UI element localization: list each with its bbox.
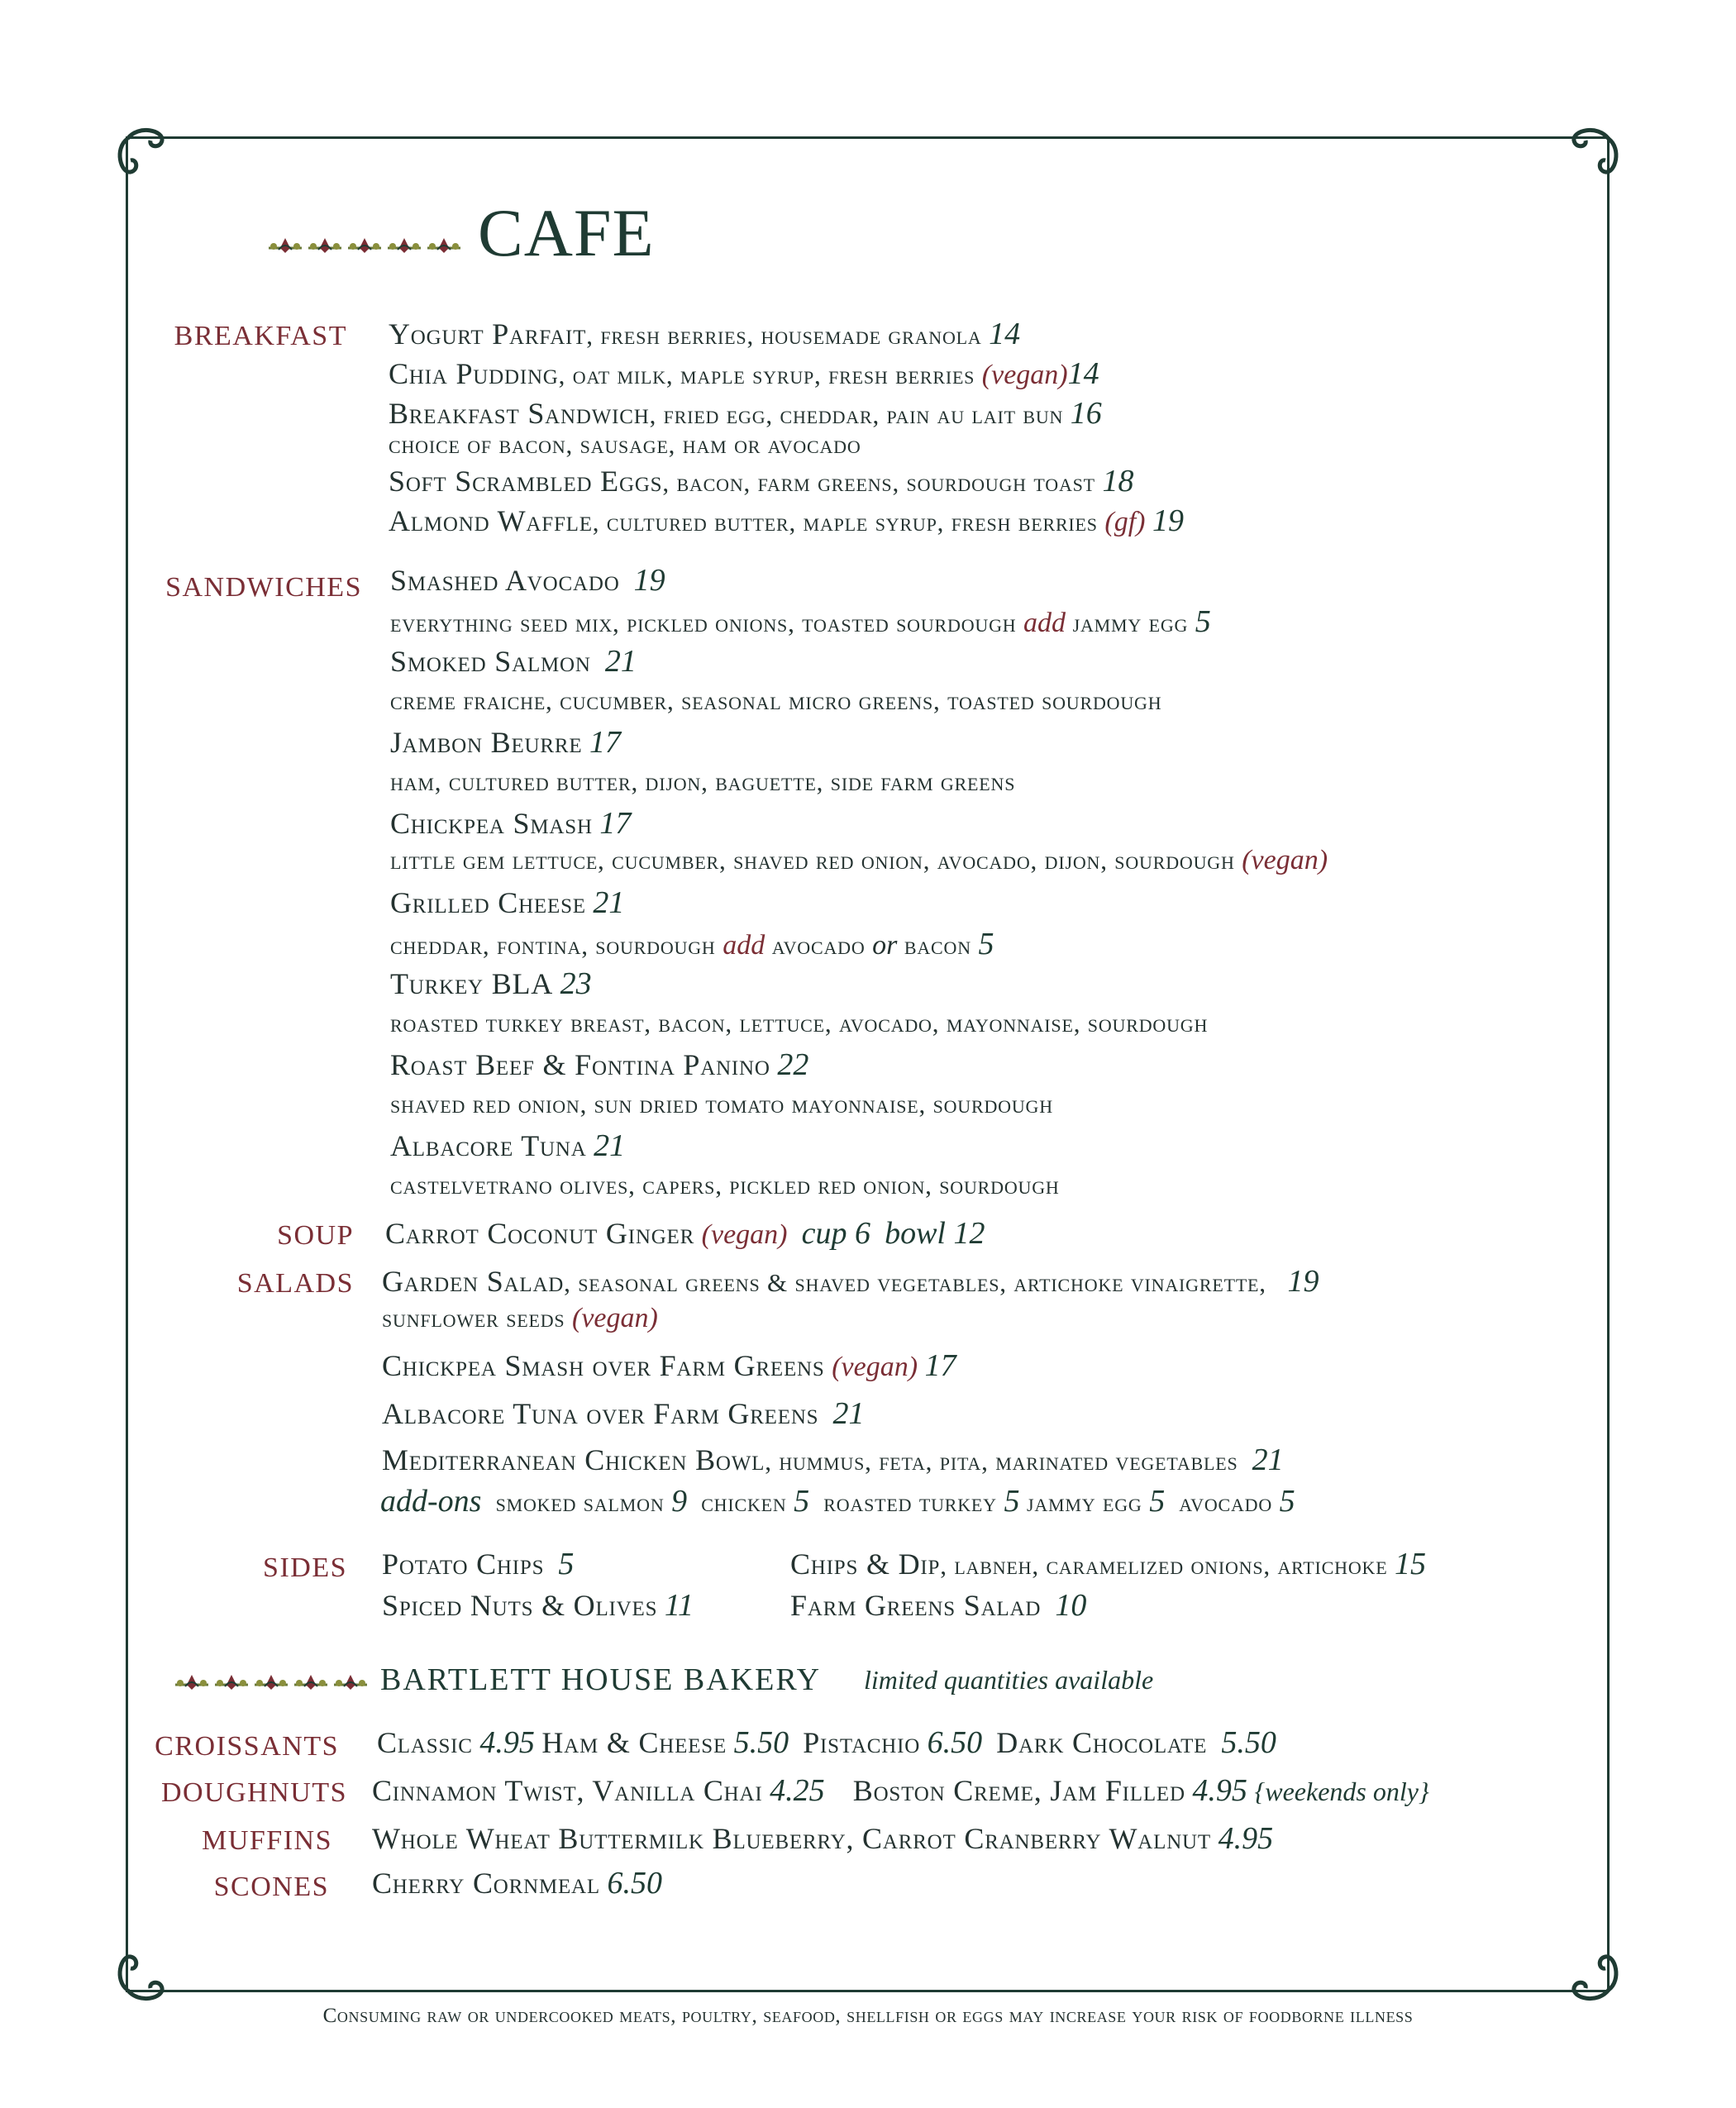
title-ornament	[269, 233, 463, 258]
menu-item-chia-pudding: Chia Pudding, oat milk, maple syrup, fresh berries (vegan)14	[389, 356, 1099, 391]
menu-item-jambon-beurre: Jambon Beurre 17	[390, 725, 621, 760]
food-safety-disclaimer: Consuming raw or undercooked meats, poultry, seafood, shellfish or eggs may increase your risk of foodborne illness	[322, 2005, 1414, 2027]
corner-flourish-bottom-right	[1564, 1947, 1622, 2005]
menu-item-grilled-cheese: Grilled Cheese 21	[390, 885, 625, 920]
menu-item-chips-dip: Chips & Dip, labneh, caramelized onions, artichoke 15	[790, 1547, 1427, 1581]
menu-item-garden-salad: Garden Salad, seasonal greens & shaved vegetables, artichoke vinaigrette, 19	[382, 1264, 1319, 1299]
menu-item-albacore-tuna: Albacore Tuna 21	[390, 1128, 626, 1163]
menu-item-turkey-bla: Turkey BLA 23	[390, 966, 592, 1001]
category-croissants: CROISSANTS	[155, 1731, 339, 1762]
corner-flourish-bottom-left	[114, 1947, 172, 2005]
menu-item-description: creme fraiche, cucumber, seasonal micro greens, toasted sourdough	[390, 686, 1162, 715]
menu-item-description: little gem lettuce, cucumber, shaved red onion, avocado, dijon, sourdough (vegan)	[390, 845, 1328, 875]
menu-item-potato-chips: Potato Chips 5	[382, 1547, 575, 1581]
category-muffins: MUFFINS	[202, 1825, 332, 1856]
menu-item-chickpea-smash: Chickpea Smash 17	[390, 806, 632, 841]
menu-item-description: choice of bacon, sausage, ham or avocado	[389, 430, 861, 459]
menu-item-farm-greens-salad: Farm Greens Salad 10	[790, 1588, 1087, 1623]
menu-item-chickpea-smash-salad: Chickpea Smash over Farm Greens (vegan) 17	[382, 1348, 956, 1383]
menu-item-spiced-nuts-olives: Spiced Nuts & Olives 11	[382, 1588, 694, 1623]
menu-item-mediterranean-chicken-bowl: Mediterranean Chicken Bowl, hummus, feta, pita, marinated vegetables 21	[382, 1443, 1284, 1477]
menu-item-description: shaved red onion, sun dried tomato mayonnaise, sourdough	[390, 1090, 1053, 1118]
menu-item-almond-waffle: Almond Waffle, cultured butter, maple syrup, fresh berries (gf) 19	[389, 503, 1185, 538]
menu-item-albacore-tuna-salad: Albacore Tuna over Farm Greens 21	[382, 1396, 865, 1431]
corner-flourish-top-left	[114, 124, 172, 182]
menu-item-description: everything seed mix, pickled onions, toasted sourdough add jammy egg 5	[390, 604, 1211, 639]
menu-item-smashed-avocado: Smashed Avocado 19	[390, 563, 665, 598]
menu-item-breakfast-sandwich: Breakfast Sandwich, fried egg, cheddar, pain au lait bun 16	[389, 396, 1102, 431]
menu-item-yogurt-parfait: Yogurt Parfait, fresh berries, housemade granola 14	[389, 317, 1021, 351]
menu-item-croissants: Classic 4.95 Ham & Cheese 5.50 Pistachio 6.50 Dark Chocolate 5.50	[377, 1725, 1276, 1760]
menu-item-muffins: Whole Wheat Buttermilk Blueberry, Carrot Cranberry Walnut 4.95	[372, 1821, 1274, 1856]
salad-add-ons: add-ons smoked salmon 9 chicken 5 roasted turkey 5 jammy egg 5 avocado 5	[380, 1484, 1295, 1519]
menu-item-description: cheddar, fontina, sourdough add avocado or bacon 5	[390, 927, 994, 961]
bakery-ornament	[175, 1670, 370, 1695]
category-doughnuts: DOUGHNUTS	[160, 1777, 347, 1808]
category-breakfast: BREAKFAST	[174, 321, 347, 351]
bakery-title: BARTLETT HOUSE BAKERY	[380, 1662, 822, 1697]
menu-item-description: ham, cultured butter, dijon, baguette, side farm greens	[390, 767, 1016, 796]
corner-flourish-top-right	[1564, 124, 1622, 182]
menu-item-roast-beef-panino: Roast Beef & Fontina Panino 22	[390, 1047, 809, 1082]
menu-item-description: roasted turkey breast, bacon, lettuce, avocado, mayonnaise, sourdough	[390, 1009, 1209, 1037]
menu-item-carrot-coconut-ginger: Carrot Coconut Ginger (vegan) cup 6 bowl 12	[385, 1216, 985, 1251]
category-soup: SOUP	[277, 1220, 354, 1251]
category-scones: SCONES	[213, 1872, 329, 1902]
menu-item-doughnuts: Cinnamon Twist, Vanilla Chai 4.25 Boston Creme, Jam Filled 4.95 {weekends only}	[372, 1773, 1429, 1808]
menu-item-smoked-salmon: Smoked Salmon 21	[390, 644, 637, 679]
page-title: CAFE	[478, 195, 655, 270]
bakery-note: limited quantities available	[864, 1665, 1154, 1695]
menu-item-description: castelvetrano olives, capers, pickled red onion, sourdough	[390, 1171, 1060, 1199]
menu-item-soft-scrambled-eggs: Soft Scrambled Eggs, bacon, farm greens, sourdough toast 18	[389, 464, 1134, 498]
menu-item-description: sunflower seeds (vegan)	[382, 1303, 658, 1333]
menu-item-scones: Cherry Cornmeal 6.50	[372, 1866, 663, 1901]
category-salads: SALADS	[236, 1268, 354, 1299]
category-sides: SIDES	[263, 1552, 347, 1583]
category-sandwiches: SANDWICHES	[165, 572, 362, 603]
